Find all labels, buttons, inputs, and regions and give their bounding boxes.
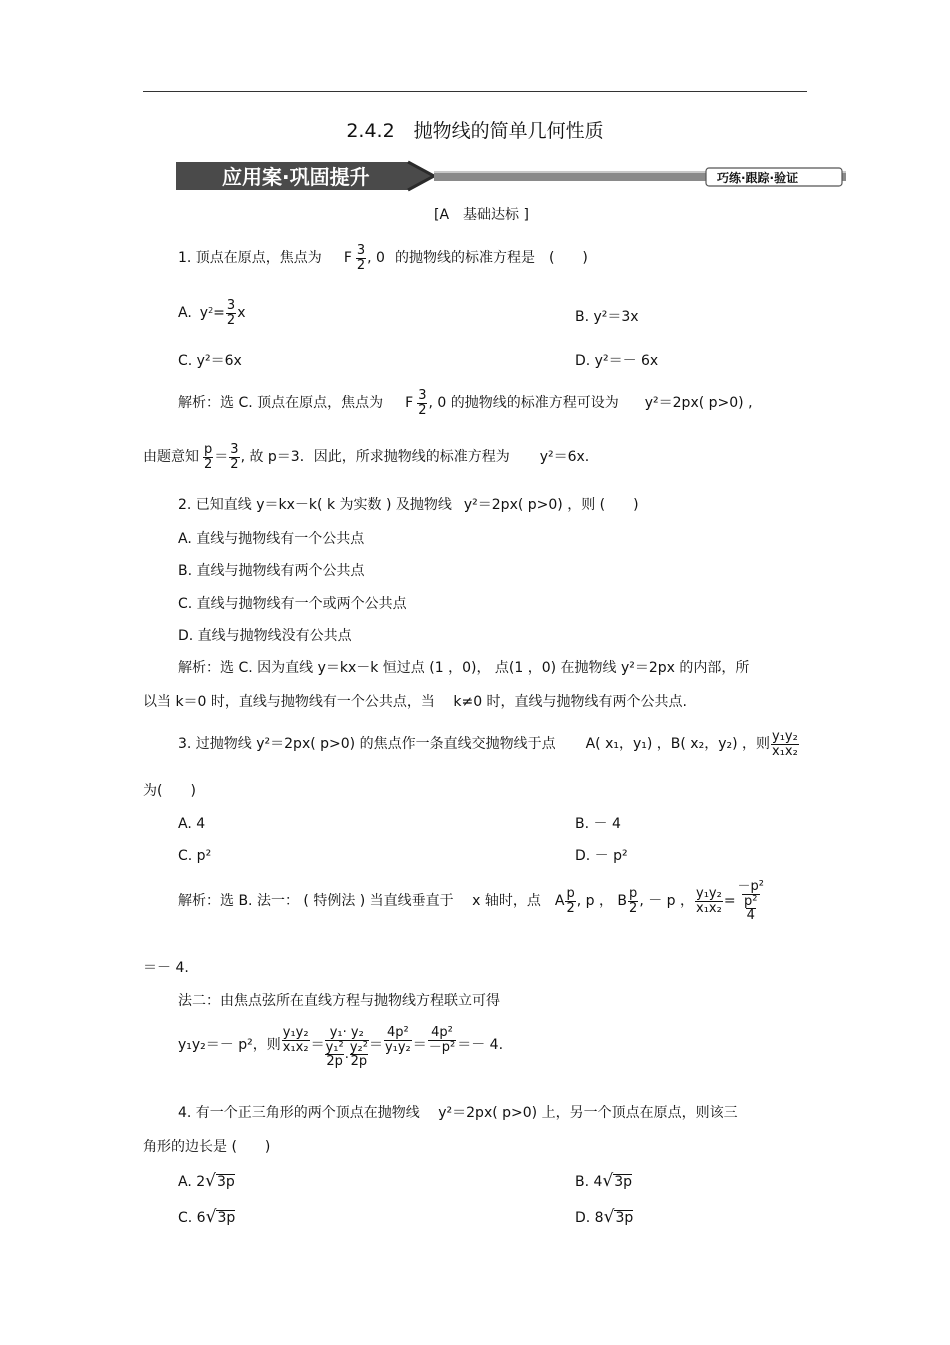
q1-option-a-sup: 2 [208, 306, 214, 316]
q1-solution-p-fraction: $\frac{p}{2}$ [204, 442, 213, 472]
q4-option-a-label: A. 2 [178, 1173, 206, 1190]
q1-solution-a: 解析：选 C. 顶点在原点，焦点为 [178, 395, 384, 412]
section-label: [A 基础达标 ] [434, 207, 529, 223]
q2-option-c: C. 直线与抛物线有一个或两个公共点 [178, 596, 407, 612]
q1-solution-F: F [405, 395, 414, 412]
q1-stem-suffix: 的抛物线的标准方程是 ( ) [394, 250, 588, 267]
q1-solution-b-prefix: 由题意知 [143, 449, 199, 466]
q3-stem-b: A( x₁，y₁) ，B( x₂，y₂) ，则 [585, 736, 771, 753]
q1-option-a-fraction: $\frac{3}{2}$ [226, 298, 236, 328]
q3-solution-point-a: A [554, 893, 565, 910]
q1-option-a-label: A. [178, 305, 192, 322]
section-banner [176, 158, 846, 194]
q2-option-d: D. 直线与抛物线没有公共点 [178, 628, 352, 644]
q4-option-c-radicand: 3p [217, 1210, 236, 1226]
q4-option-c [178, 1209, 235, 1226]
q1-option-a [178, 299, 245, 327]
q2-solution-line1: 解析：选 C. 因为直线 y＝kx－k 恒过点 (1 ，0)， 点(1 ，0) 在抛物线 y²＝2px 的内部，所 [178, 660, 750, 676]
q4-option-a [178, 1173, 235, 1190]
q3-solution-p2-b: $\frac{p}{2}$ [629, 886, 638, 916]
q3-solution-ratio: $\frac{\text{y₁y₂}}{\text{x₁x₂}}$ [696, 886, 722, 916]
q3-m2-ratio: $\frac{\text{y₁y₂}}{\text{x₁x₂}}$ [282, 1025, 309, 1055]
q3-stem-a: 3. 过抛物线 y²＝2px( p>0) 的焦点作一条直线交抛物线于点 [178, 736, 556, 753]
q2-stem [178, 498, 639, 512]
q3-solution-eq: = [723, 893, 736, 910]
q3-solution-mid2: , － p ， [639, 893, 694, 910]
q1-solution-fraction: $\frac{3}{2}$ [418, 388, 427, 418]
q1-F: F [343, 250, 352, 267]
q2-option-a: A. 直线与抛物线有一个公共点 [178, 531, 365, 547]
q2-option-b: B. 直线与抛物线有两个公共点 [178, 563, 365, 579]
q1-solution-32-fraction: $\frac{3}{2}$ [230, 442, 239, 472]
q4-option-d-label: D. 8 [575, 1209, 604, 1226]
q1-option-a-y: y [199, 305, 209, 322]
q1-solution-line2: 由题意知 $\frac{p}{2}$ ＝ $\frac{3}{2}$ , 故 p＝3．因此，所求抛物线的标准方程为 y²＝6x. [143, 442, 590, 472]
q3-stem [178, 730, 800, 758]
q3-solution-mid1: , p ， B [576, 893, 628, 910]
sqrt-icon: √ [205, 1171, 216, 1191]
q3-solution-p2-a: $\frac{p}{2}$ [566, 886, 575, 916]
q3-ratio-fraction: $\frac{\text{y₁y₂}}{\text{x₁x₂}}$ [772, 729, 798, 759]
q3-option-d: D. － p² [575, 848, 628, 864]
q1-option-c: C. y²＝6x [178, 353, 242, 369]
q4-option-d [575, 1209, 633, 1226]
sqrt-icon: √ [602, 1171, 614, 1191]
q1-focus-fraction: $\frac{3}{2}$ [356, 243, 366, 273]
q3-option-b: B. － 4 [575, 816, 621, 832]
q1-solution-line1 [178, 389, 753, 417]
banner-left-text: 应用案·巩固提升 [222, 165, 370, 189]
q3-solution-line1 [178, 880, 766, 923]
q3-m2-end: ＝－ 4. [457, 1037, 504, 1053]
q3-solution-a: 解析：选 B. 法一： ( 特例法 ) 当直线垂直于 x 轴时，点 [178, 893, 541, 910]
q1-stem [178, 244, 588, 272]
q1-option-d: D. y²＝－ 6x [575, 353, 659, 369]
q4-option-b-label: B. 4 [575, 1173, 603, 1190]
q3-solution-value: $\frac{\text{－p²}}{\frac{\text{p²}}{4}}$ [737, 879, 765, 924]
q3-m2-complex-fraction: y₁· y₂ $\frac{\text{y₁²}}{2p}$ . $\frac{\text{y₂²}}{2p}$ [325, 1025, 368, 1070]
q1-point-tail: , 0 [367, 250, 385, 267]
q1-solution-b-tail: , 故 p＝3．因此，所求抛物线的标准方程为 [240, 449, 510, 466]
q4-option-c-label: C. 6 [178, 1209, 206, 1226]
q3-m2-f3: $\frac{\text{4p²}}{\text{y₁y₂}}$ [384, 1025, 411, 1055]
q3-solution-result: ＝－ 4. [143, 960, 189, 976]
header-rule [143, 91, 807, 92]
q3-stem-c: 为( ) [143, 783, 196, 799]
sqrt-icon: √ [205, 1207, 217, 1227]
q2-solution-line2: 以当 k＝0 时，直线与抛物线有一个公共点，当 k≠0 时，直线与抛物线有两个公共点. [143, 694, 688, 710]
sqrt-icon: √ [603, 1207, 615, 1227]
q3-option-a: A. 4 [178, 816, 206, 832]
banner-right-text: 巧练·跟踪·验证 [717, 171, 799, 185]
q3-option-c: C. p² [178, 848, 212, 864]
q1-solution-mid: , 0 的抛物线的标准方程可设为 [428, 395, 619, 412]
q3-method2-derivation: y₁y₂＝－ p²，则 $\frac{\text{y₁y₂}}{\text{x₁x₂}}$ ＝ y₁· y₂ $\frac{\text{y₁²}}{2p}$ . $\frac{\text{y₂²}}{2p}$ ＝ $\frac{\text{4p²}}{\text{y₁y₂}}$ ＝ $\frac{\text{4p²}}{\text{－p²}}$ ＝－ 4. [178, 1025, 504, 1070]
q1-option-a-eq: = [213, 305, 225, 322]
q3-method2: 法二：由焦点弦所在直线方程与抛物线方程联立可得 [178, 993, 500, 1009]
q1-stem-prefix: 1. 顶点在原点，焦点为 [178, 250, 322, 267]
q2-stem-b: y²＝2px( p>0) ，则 ( ) [463, 497, 639, 513]
q4-stem-line2: 角形的边长是 ( ) [143, 1139, 271, 1155]
q4-option-b [575, 1173, 632, 1190]
q3-m2-f4: $\frac{\text{4p²}}{\text{－p²}}$ [428, 1025, 456, 1055]
q3-m2-a: y₁y₂＝－ p²，则 [178, 1037, 281, 1053]
q1-solution-b-end: y²＝6x. [539, 449, 590, 466]
q1-option-a-x: x [237, 305, 246, 322]
q4-option-b-radicand: 3p [614, 1174, 633, 1190]
page-title: 2.4.2 抛物线的简单几何性质 [346, 120, 604, 142]
q4-stem-line1: 4. 有一个正三角形的两个顶点在抛物线 y²＝2px( p>0) 上，另一个顶点在原点，则该三 [178, 1105, 738, 1121]
q2-stem-a: 2. 已知直线 y＝kx－k( k 为实数 ) 及抛物线 [178, 497, 452, 513]
q1-option-b: B. y²＝3x [575, 309, 639, 325]
q1-solution-end: y²＝2px( p>0) , [644, 395, 753, 412]
q4-option-a-radicand: 3p [216, 1174, 235, 1190]
q4-option-d-radicand: 3p [615, 1210, 634, 1226]
